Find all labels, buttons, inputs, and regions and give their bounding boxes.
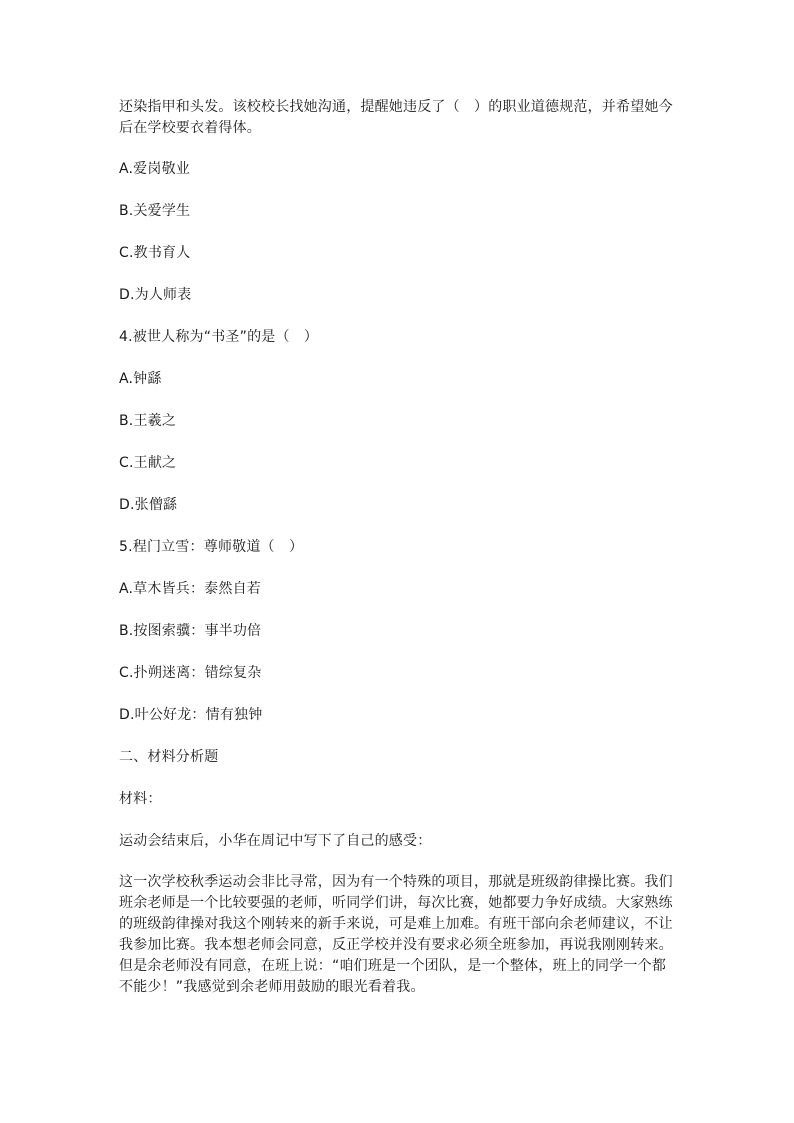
q4-option-d: D.张僧繇	[119, 497, 178, 513]
q3-option-d: D.为人师表	[119, 287, 192, 303]
q4-option-b: B.王羲之	[119, 413, 177, 429]
q3-option-b: B.关爱学生	[119, 203, 191, 219]
q4-option-c: C.王献之	[119, 455, 177, 471]
question-4-stem: 4.被世人称为“书圣”的是（ ）	[119, 329, 319, 345]
q5-option-b: B.按图索骥：事半功倍	[119, 623, 262, 639]
document-page	[119, 97, 675, 998]
q3-option-c: C.教书育人	[119, 245, 191, 261]
material-lead: 运动会结束后，小华在周记中写下了自己的感受：	[119, 833, 432, 849]
q4-option-a: A.钟繇	[119, 371, 162, 387]
section-title: 二、材料分析题	[119, 749, 219, 765]
question-5-stem: 5.程门立雪：尊师敬道（ ）	[119, 539, 304, 555]
question-3-continuation: 还染指甲和头发。该校校长找她沟通，提醒她违反了（ ）的职业道德规范，并希望她今后在学校要衣着得体。	[119, 99, 673, 136]
q5-option-c: C.扑朔迷离：错综复杂	[119, 665, 262, 681]
q5-option-d: D.叶公好龙：情有独钟	[119, 707, 263, 723]
material-body: 这一次学校秋季运动会非比寻常，因为有一个特殊的项目，那就是班级韵律操比赛。我们班余老师是一个比较要强的老师，听同学们讲，每次比赛，她都要力争好成绩。大家熟练的班级韵律操对我这个刚转来的新手来说，可是难上加难。有班干部向余老师建议，不让我参加比赛。我本想老师会同意，反正学校并没有要求必须全班参加，再说我刚刚转来。但是余老师没有同意，在班上说：“咱们班是一个团队，是一个整体，班上的同学一个都不能少！”我感觉到余老师用鼓励的眼光看着我。	[119, 874, 673, 995]
material-label: 材料：	[119, 791, 162, 807]
q5-option-a: A.草木皆兵：泰然自若	[119, 581, 261, 597]
q3-option-a: A.爱岗敬业	[119, 161, 190, 177]
